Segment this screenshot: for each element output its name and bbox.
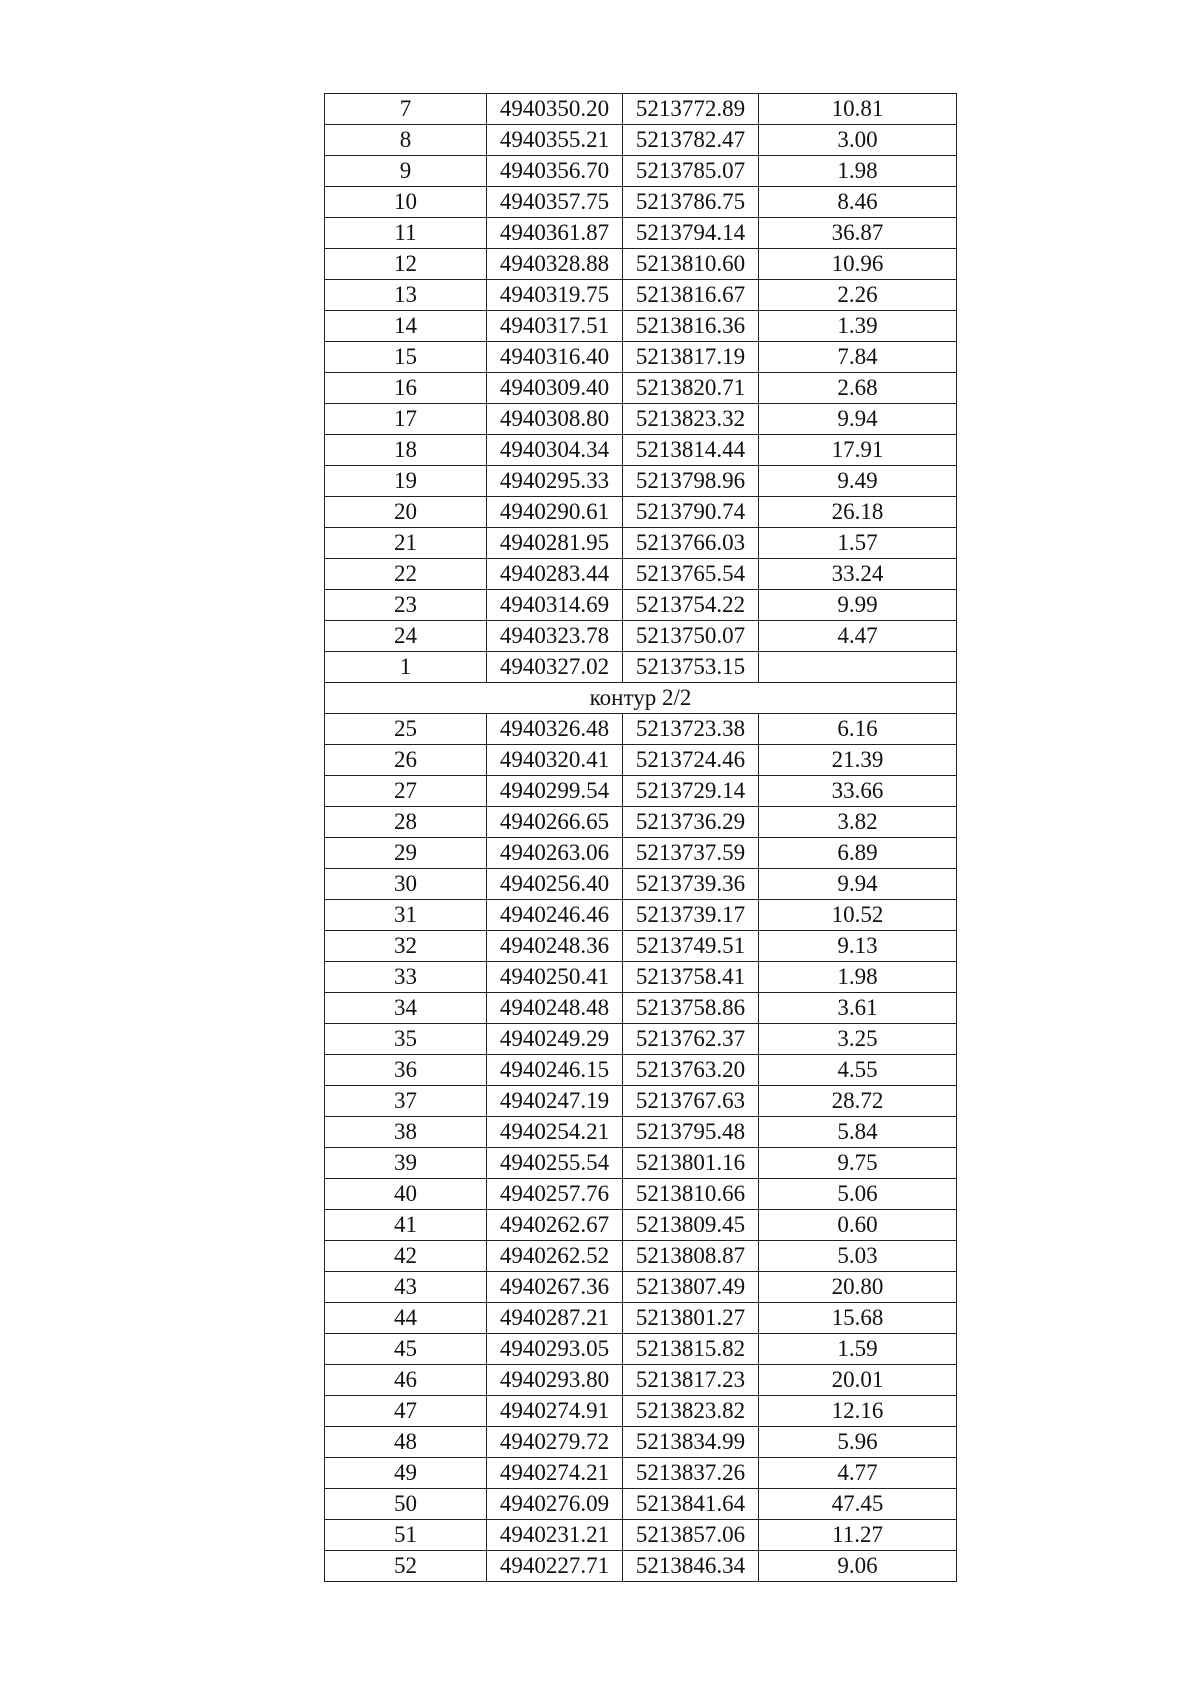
table-row xyxy=(325,652,957,683)
coordinates-table xyxy=(324,93,957,1582)
point-number-cell: 28 xyxy=(325,807,487,838)
y-coordinate-cell: 5213782.47 xyxy=(623,125,759,156)
point-number-cell: 30 xyxy=(325,869,487,900)
point-number-cell: 24 xyxy=(325,621,487,652)
distance-cell: 9.75 xyxy=(759,1148,957,1179)
y-coordinate-cell: 5213837.26 xyxy=(623,1458,759,1489)
table-row xyxy=(325,962,957,993)
x-coordinate-cell: 4940350.20 xyxy=(487,94,623,125)
distance-cell: 8.46 xyxy=(759,187,957,218)
x-coordinate-cell: 4940246.46 xyxy=(487,900,623,931)
y-coordinate-cell: 5213723.38 xyxy=(623,714,759,745)
point-number-cell: 33 xyxy=(325,962,487,993)
y-coordinate-cell: 5213790.74 xyxy=(623,497,759,528)
y-coordinate-cell: 5213817.23 xyxy=(623,1365,759,1396)
distance-cell: 17.91 xyxy=(759,435,957,466)
x-coordinate-cell: 4940248.36 xyxy=(487,931,623,962)
x-coordinate-cell: 4940319.75 xyxy=(487,280,623,311)
y-coordinate-cell: 5213801.27 xyxy=(623,1303,759,1334)
y-coordinate-cell: 5213815.82 xyxy=(623,1334,759,1365)
table-row xyxy=(325,1551,957,1582)
y-coordinate-cell: 5213753.15 xyxy=(623,652,759,683)
distance-cell: 12.16 xyxy=(759,1396,957,1427)
y-coordinate-cell: 5213739.17 xyxy=(623,900,759,931)
table-row xyxy=(325,900,957,931)
table-row xyxy=(325,590,957,621)
x-coordinate-cell: 4940320.41 xyxy=(487,745,623,776)
table-row xyxy=(325,1055,957,1086)
distance-cell: 10.96 xyxy=(759,249,957,280)
y-coordinate-cell: 5213809.45 xyxy=(623,1210,759,1241)
point-number-cell: 18 xyxy=(325,435,487,466)
table-row xyxy=(325,1334,957,1365)
table-row xyxy=(325,1458,957,1489)
table-row xyxy=(325,1117,957,1148)
y-coordinate-cell: 5213841.64 xyxy=(623,1489,759,1520)
coordinates-table-body xyxy=(325,94,957,1582)
x-coordinate-cell: 4940317.51 xyxy=(487,311,623,342)
x-coordinate-cell: 4940308.80 xyxy=(487,404,623,435)
distance-cell: 1.98 xyxy=(759,962,957,993)
point-number-cell: 52 xyxy=(325,1551,487,1582)
x-coordinate-cell: 4940246.15 xyxy=(487,1055,623,1086)
table-row xyxy=(325,1396,957,1427)
point-number-cell: 38 xyxy=(325,1117,487,1148)
y-coordinate-cell: 5213737.59 xyxy=(623,838,759,869)
x-coordinate-cell: 4940309.40 xyxy=(487,373,623,404)
distance-cell: 28.72 xyxy=(759,1086,957,1117)
point-number-cell: 12 xyxy=(325,249,487,280)
point-number-cell: 26 xyxy=(325,745,487,776)
distance-cell: 6.16 xyxy=(759,714,957,745)
x-coordinate-cell: 4940361.87 xyxy=(487,218,623,249)
distance-cell: 26.18 xyxy=(759,497,957,528)
distance-cell: 0.60 xyxy=(759,1210,957,1241)
distance-cell: 3.61 xyxy=(759,993,957,1024)
table-row xyxy=(325,1272,957,1303)
point-number-cell: 23 xyxy=(325,590,487,621)
x-coordinate-cell: 4940355.21 xyxy=(487,125,623,156)
distance-cell: 4.47 xyxy=(759,621,957,652)
point-number-cell: 40 xyxy=(325,1179,487,1210)
distance-cell: 36.87 xyxy=(759,218,957,249)
y-coordinate-cell: 5213857.06 xyxy=(623,1520,759,1551)
x-coordinate-cell: 4940262.67 xyxy=(487,1210,623,1241)
distance-cell: 5.96 xyxy=(759,1427,957,1458)
point-number-cell: 42 xyxy=(325,1241,487,1272)
distance-cell: 6.89 xyxy=(759,838,957,869)
table-row xyxy=(325,187,957,218)
y-coordinate-cell: 5213823.82 xyxy=(623,1396,759,1427)
table-row xyxy=(325,497,957,528)
point-number-cell: 25 xyxy=(325,714,487,745)
point-number-cell: 47 xyxy=(325,1396,487,1427)
y-coordinate-cell: 5213786.75 xyxy=(623,187,759,218)
table-row xyxy=(325,1303,957,1334)
section-title: контур 2/2 xyxy=(325,683,957,714)
distance-cell: 9.99 xyxy=(759,590,957,621)
x-coordinate-cell: 4940290.61 xyxy=(487,497,623,528)
x-coordinate-cell: 4940287.21 xyxy=(487,1303,623,1334)
point-number-cell: 37 xyxy=(325,1086,487,1117)
point-number-cell: 35 xyxy=(325,1024,487,1055)
point-number-cell: 51 xyxy=(325,1520,487,1551)
x-coordinate-cell: 4940266.65 xyxy=(487,807,623,838)
table-row xyxy=(325,993,957,1024)
distance-cell: 20.80 xyxy=(759,1272,957,1303)
x-coordinate-cell: 4940279.72 xyxy=(487,1427,623,1458)
x-coordinate-cell: 4940327.02 xyxy=(487,652,623,683)
distance-cell: 9.94 xyxy=(759,404,957,435)
x-coordinate-cell: 4940293.80 xyxy=(487,1365,623,1396)
y-coordinate-cell: 5213767.63 xyxy=(623,1086,759,1117)
table-row xyxy=(325,156,957,187)
point-number-cell: 15 xyxy=(325,342,487,373)
distance-cell: 1.57 xyxy=(759,528,957,559)
point-number-cell: 10 xyxy=(325,187,487,218)
table-row xyxy=(325,1427,957,1458)
distance-cell: 3.82 xyxy=(759,807,957,838)
distance-cell: 33.24 xyxy=(759,559,957,590)
table-row xyxy=(325,1086,957,1117)
y-coordinate-cell: 5213758.41 xyxy=(623,962,759,993)
y-coordinate-cell: 5213736.29 xyxy=(623,807,759,838)
table-row xyxy=(325,528,957,559)
x-coordinate-cell: 4940247.19 xyxy=(487,1086,623,1117)
point-number-cell: 39 xyxy=(325,1148,487,1179)
y-coordinate-cell: 5213750.07 xyxy=(623,621,759,652)
y-coordinate-cell: 5213795.48 xyxy=(623,1117,759,1148)
point-number-cell: 22 xyxy=(325,559,487,590)
table-row xyxy=(325,621,957,652)
distance-cell: 9.06 xyxy=(759,1551,957,1582)
x-coordinate-cell: 4940356.70 xyxy=(487,156,623,187)
y-coordinate-cell: 5213762.37 xyxy=(623,1024,759,1055)
point-number-cell: 29 xyxy=(325,838,487,869)
x-coordinate-cell: 4940274.21 xyxy=(487,1458,623,1489)
x-coordinate-cell: 4940293.05 xyxy=(487,1334,623,1365)
x-coordinate-cell: 4940255.54 xyxy=(487,1148,623,1179)
table-row xyxy=(325,125,957,156)
x-coordinate-cell: 4940316.40 xyxy=(487,342,623,373)
point-number-cell: 36 xyxy=(325,1055,487,1086)
point-number-cell: 1 xyxy=(325,652,487,683)
table-row xyxy=(325,1024,957,1055)
distance-cell: 15.68 xyxy=(759,1303,957,1334)
point-number-cell: 21 xyxy=(325,528,487,559)
y-coordinate-cell: 5213807.49 xyxy=(623,1272,759,1303)
point-number-cell: 45 xyxy=(325,1334,487,1365)
distance-cell: 3.25 xyxy=(759,1024,957,1055)
y-coordinate-cell: 5213739.36 xyxy=(623,869,759,900)
point-number-cell: 44 xyxy=(325,1303,487,1334)
y-coordinate-cell: 5213816.67 xyxy=(623,280,759,311)
point-number-cell: 16 xyxy=(325,373,487,404)
x-coordinate-cell: 4940262.52 xyxy=(487,1241,623,1272)
y-coordinate-cell: 5213846.34 xyxy=(623,1551,759,1582)
y-coordinate-cell: 5213801.16 xyxy=(623,1148,759,1179)
y-coordinate-cell: 5213817.19 xyxy=(623,342,759,373)
point-number-cell: 20 xyxy=(325,497,487,528)
distance-cell: 1.59 xyxy=(759,1334,957,1365)
table-row xyxy=(325,1241,957,1272)
table-row xyxy=(325,1210,957,1241)
point-number-cell: 13 xyxy=(325,280,487,311)
x-coordinate-cell: 4940283.44 xyxy=(487,559,623,590)
distance-cell: 9.49 xyxy=(759,466,957,497)
table-row xyxy=(325,869,957,900)
distance-cell: 2.26 xyxy=(759,280,957,311)
table-row xyxy=(325,1489,957,1520)
y-coordinate-cell: 5213820.71 xyxy=(623,373,759,404)
table-row xyxy=(325,1520,957,1551)
table-row xyxy=(325,1365,957,1396)
x-coordinate-cell: 4940231.21 xyxy=(487,1520,623,1551)
distance-cell: 33.66 xyxy=(759,776,957,807)
y-coordinate-cell: 5213834.99 xyxy=(623,1427,759,1458)
table-row xyxy=(325,280,957,311)
point-number-cell: 27 xyxy=(325,776,487,807)
table-row xyxy=(325,1179,957,1210)
table-row xyxy=(325,559,957,590)
x-coordinate-cell: 4940274.91 xyxy=(487,1396,623,1427)
y-coordinate-cell: 5213749.51 xyxy=(623,931,759,962)
table-row xyxy=(325,311,957,342)
point-number-cell: 50 xyxy=(325,1489,487,1520)
y-coordinate-cell: 5213810.60 xyxy=(623,249,759,280)
x-coordinate-cell: 4940267.36 xyxy=(487,1272,623,1303)
x-coordinate-cell: 4940281.95 xyxy=(487,528,623,559)
table-row xyxy=(325,435,957,466)
distance-cell xyxy=(759,652,957,683)
y-coordinate-cell: 5213823.32 xyxy=(623,404,759,435)
point-number-cell: 31 xyxy=(325,900,487,931)
distance-cell: 7.84 xyxy=(759,342,957,373)
point-number-cell: 7 xyxy=(325,94,487,125)
distance-cell: 5.06 xyxy=(759,1179,957,1210)
distance-cell: 47.45 xyxy=(759,1489,957,1520)
x-coordinate-cell: 4940276.09 xyxy=(487,1489,623,1520)
point-number-cell: 49 xyxy=(325,1458,487,1489)
point-number-cell: 43 xyxy=(325,1272,487,1303)
table-row xyxy=(325,931,957,962)
table-row xyxy=(325,838,957,869)
x-coordinate-cell: 4940326.48 xyxy=(487,714,623,745)
y-coordinate-cell: 5213814.44 xyxy=(623,435,759,466)
y-coordinate-cell: 5213808.87 xyxy=(623,1241,759,1272)
distance-cell: 1.98 xyxy=(759,156,957,187)
distance-cell: 4.55 xyxy=(759,1055,957,1086)
y-coordinate-cell: 5213816.36 xyxy=(623,311,759,342)
distance-cell: 20.01 xyxy=(759,1365,957,1396)
y-coordinate-cell: 5213772.89 xyxy=(623,94,759,125)
x-coordinate-cell: 4940314.69 xyxy=(487,590,623,621)
y-coordinate-cell: 5213766.03 xyxy=(623,528,759,559)
point-number-cell: 8 xyxy=(325,125,487,156)
x-coordinate-cell: 4940304.34 xyxy=(487,435,623,466)
y-coordinate-cell: 5213794.14 xyxy=(623,218,759,249)
distance-cell: 3.00 xyxy=(759,125,957,156)
x-coordinate-cell: 4940254.21 xyxy=(487,1117,623,1148)
distance-cell: 9.13 xyxy=(759,931,957,962)
y-coordinate-cell: 5213763.20 xyxy=(623,1055,759,1086)
distance-cell: 4.77 xyxy=(759,1458,957,1489)
point-number-cell: 48 xyxy=(325,1427,487,1458)
point-number-cell: 34 xyxy=(325,993,487,1024)
y-coordinate-cell: 5213729.14 xyxy=(623,776,759,807)
point-number-cell: 19 xyxy=(325,466,487,497)
table-row xyxy=(325,342,957,373)
distance-cell: 10.81 xyxy=(759,94,957,125)
point-number-cell: 9 xyxy=(325,156,487,187)
y-coordinate-cell: 5213785.07 xyxy=(623,156,759,187)
y-coordinate-cell: 5213724.46 xyxy=(623,745,759,776)
table-row xyxy=(325,776,957,807)
x-coordinate-cell: 4940250.41 xyxy=(487,962,623,993)
x-coordinate-cell: 4940257.76 xyxy=(487,1179,623,1210)
point-number-cell: 32 xyxy=(325,931,487,962)
table-row xyxy=(325,373,957,404)
x-coordinate-cell: 4940328.88 xyxy=(487,249,623,280)
table-row xyxy=(325,218,957,249)
distance-cell: 11.27 xyxy=(759,1520,957,1551)
table-row xyxy=(325,807,957,838)
x-coordinate-cell: 4940323.78 xyxy=(487,621,623,652)
table-row xyxy=(325,466,957,497)
x-coordinate-cell: 4940299.54 xyxy=(487,776,623,807)
point-number-cell: 41 xyxy=(325,1210,487,1241)
distance-cell: 9.94 xyxy=(759,869,957,900)
point-number-cell: 11 xyxy=(325,218,487,249)
distance-cell: 2.68 xyxy=(759,373,957,404)
y-coordinate-cell: 5213810.66 xyxy=(623,1179,759,1210)
table-row xyxy=(325,714,957,745)
section-header-row xyxy=(325,683,957,714)
distance-cell: 5.84 xyxy=(759,1117,957,1148)
point-number-cell: 17 xyxy=(325,404,487,435)
distance-cell: 10.52 xyxy=(759,900,957,931)
x-coordinate-cell: 4940295.33 xyxy=(487,466,623,497)
x-coordinate-cell: 4940249.29 xyxy=(487,1024,623,1055)
point-number-cell: 14 xyxy=(325,311,487,342)
table-row xyxy=(325,249,957,280)
y-coordinate-cell: 5213754.22 xyxy=(623,590,759,621)
point-number-cell: 46 xyxy=(325,1365,487,1396)
y-coordinate-cell: 5213765.54 xyxy=(623,559,759,590)
x-coordinate-cell: 4940263.06 xyxy=(487,838,623,869)
distance-cell: 5.03 xyxy=(759,1241,957,1272)
x-coordinate-cell: 4940256.40 xyxy=(487,869,623,900)
distance-cell: 21.39 xyxy=(759,745,957,776)
y-coordinate-cell: 5213798.96 xyxy=(623,466,759,497)
table-row xyxy=(325,404,957,435)
table-row xyxy=(325,745,957,776)
x-coordinate-cell: 4940227.71 xyxy=(487,1551,623,1582)
x-coordinate-cell: 4940248.48 xyxy=(487,993,623,1024)
y-coordinate-cell: 5213758.86 xyxy=(623,993,759,1024)
distance-cell: 1.39 xyxy=(759,311,957,342)
table-row xyxy=(325,94,957,125)
x-coordinate-cell: 4940357.75 xyxy=(487,187,623,218)
table-row xyxy=(325,1148,957,1179)
